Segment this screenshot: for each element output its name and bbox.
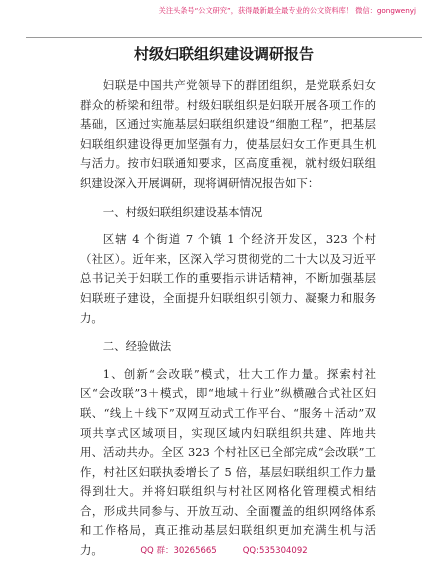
footer-qq: QQ:535304092	[242, 546, 308, 556]
section-paragraph-basic-situation: 区辖 4 个街道 7 个镇 1 个经济开发区，323 个村（社区）。近年来，区深入学习贯彻党的二十大以及习近平总书记关于妇联工作的重要指示讲话精神，不断加强基层妇联班子建设，全面提升妇联组织引领力、凝聚力和服务力。	[80, 232, 376, 325]
document-body	[80, 76, 376, 561]
footer-contact	[0, 545, 448, 557]
section-heading-basic-situation: 一、村级妇联组织建设基本情况	[102, 204, 263, 219]
document-title: 村级妇联组织建设调研报告	[133, 45, 314, 63]
intro-paragraph: 妇联是中国共产党领导下的群团组织，是党联系妇女群众的桥梁和纽带。村级妇联组织是妇联开展各项工作的基础，区通过实施基层妇联组织建设“细胞工程”，把基层妇联组织建设得更加坚强有力，使基层妇女工作更具生机与活力。按市妇联通知要求，区高度重视，就村级妇联组织建设深入开展调研，现将调研情况报告如下：	[80, 78, 376, 190]
section-heading-experience: 二、经验做法	[102, 339, 172, 354]
footer-qq-group: QQ 群：30265665	[140, 546, 217, 556]
section-paragraph-experience-item-1: 1、创新“会改联”模式，壮大工作力量。探索村社区“会改联”3＋模式，即“地域＋行业”纵横融合式社区妇联、“线上＋线下”双网互动式工作平台、“服务＋活动”双项共享式区域项目，实现区域内妇联组织共建、阵地共用、活动共办。全区 323 个村社区已全部完成“会改联”工作，村社区妇联执委增长了 5 倍，基层妇联组织工作力量得到壮大。并将妇联组织与村社区网格化管理模式相结合，形成共同参与、开放互动、全面覆盖的组织网络体系和工作格局，真正推动基层妇联组织更加充满生机与活力。	[80, 366, 376, 558]
header-divider	[26, 37, 422, 38]
header-banner: 关注头条号“公文研究”，获得最新最全最专业的公文资料库！ 微信：gongwenyj	[158, 6, 416, 15]
